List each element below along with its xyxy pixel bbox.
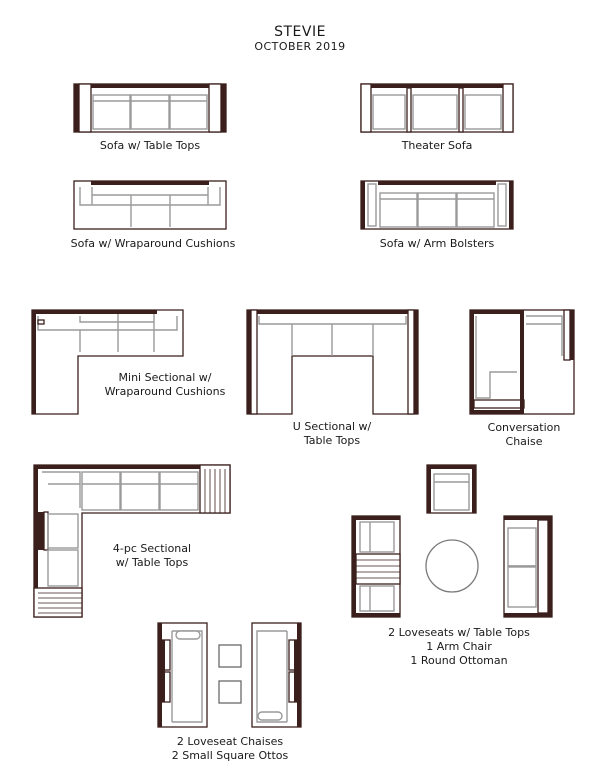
label-four-piece-sectional — [113, 542, 191, 570]
sofa-with-wraparound-cushions-drawing — [74, 181, 226, 229]
label-u-sectional-line2: Table Tops — [303, 434, 361, 447]
label-four-piece-line2: w/ Table Tops — [115, 556, 189, 569]
label-chaises-line1: 2 Loveseat Chaises — [176, 735, 284, 748]
label-sofa-wraparound: Sofa w/ Wraparound Cushions — [70, 237, 236, 250]
loveseat-chaises-drawing — [158, 623, 301, 727]
label-sofa-arm-bolsters: Sofa w/ Arm Bolsters — [379, 237, 495, 250]
label-sofa-table-tops: Sofa w/ Table Tops — [99, 139, 201, 152]
sofa-with-arm-bolsters-drawing — [361, 181, 513, 229]
u-sectional-drawing — [247, 310, 418, 414]
label-theater-sofa: Theater Sofa — [401, 139, 473, 152]
label-conversation-chaise — [488, 421, 561, 449]
label-loveseats-line1: 2 Loveseats w/ Table Tops — [388, 626, 530, 639]
label-mini-sectional-line1: Mini Sectional w/ — [118, 371, 212, 384]
label-u-sectional-line1: U Sectional w/ — [292, 420, 372, 433]
label-four-piece-line1: 4-pc Sectional — [112, 542, 192, 555]
sofa-with-table-tops-drawing — [74, 84, 226, 132]
page-title: STEVIE — [274, 24, 326, 40]
label-mini-sectional — [105, 371, 226, 399]
conversation-chaise-drawing — [470, 310, 574, 414]
label-loveseats-set — [388, 626, 530, 668]
label-loveseat-chaises — [172, 735, 289, 763]
label-conversation-line1: Conversation — [487, 421, 561, 434]
label-loveseats-line2: 1 Arm Chair — [426, 640, 492, 653]
loveseats-set-drawing — [352, 465, 552, 617]
four-piece-sectional-drawing — [34, 465, 230, 617]
label-conversation-line2: Chaise — [505, 435, 543, 448]
label-loveseats-line3: 1 Round Ottoman — [410, 654, 508, 667]
page-subtitle: OCTOBER 2019 — [254, 40, 346, 53]
theater-sofa-drawing — [361, 84, 513, 132]
label-mini-sectional-line2: Wraparound Cushions — [104, 385, 226, 398]
label-u-sectional — [293, 420, 371, 448]
label-chaises-line2: 2 Small Square Ottos — [171, 749, 289, 762]
